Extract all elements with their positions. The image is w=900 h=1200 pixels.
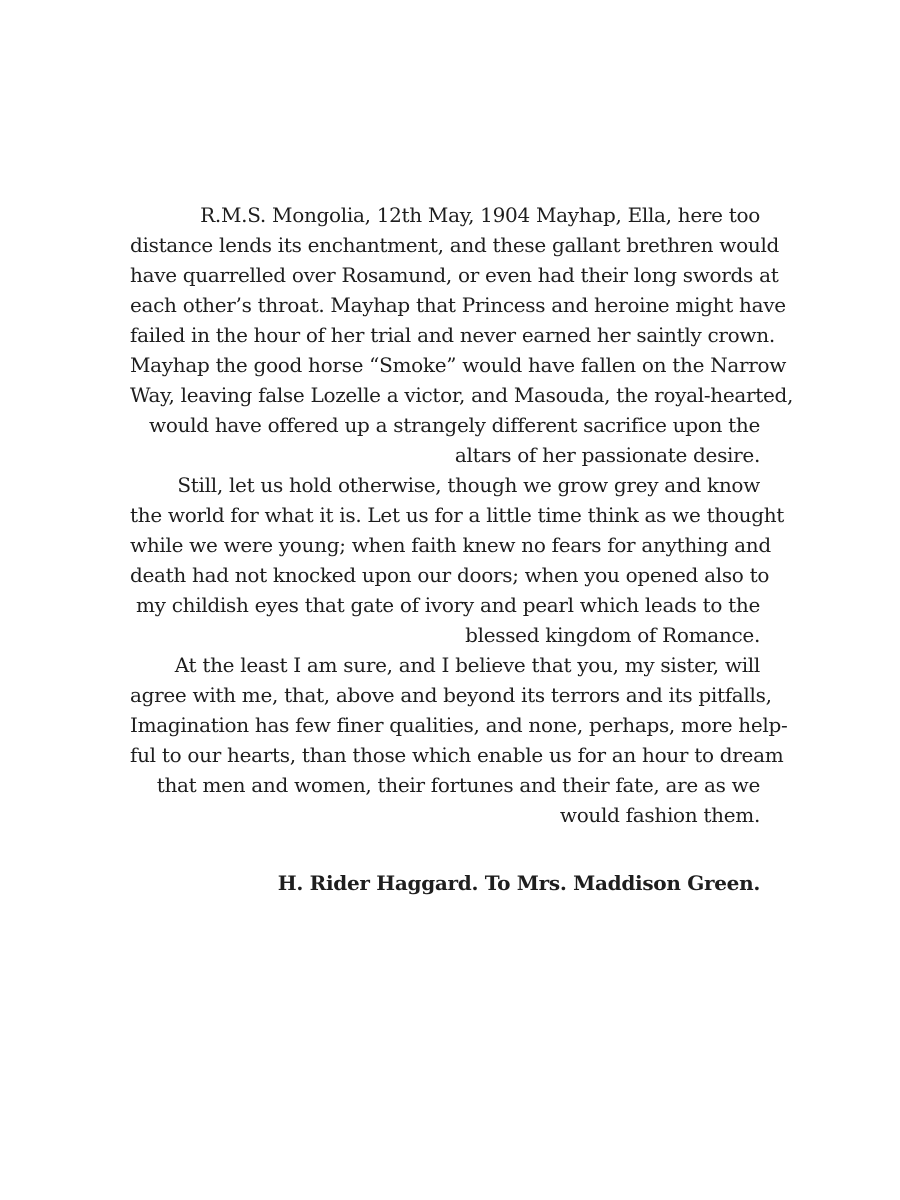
text-line: failed in the hour of her trial and never earned her saintly crown. <box>130 323 775 347</box>
text-line: have quarrelled over Rosamund, or even had their long swords at <box>130 263 779 287</box>
text-line: agree with me, that, above and beyond its terrors and its pitfalls, <box>130 683 772 707</box>
signature: H. Rider Haggard. To Mrs. Maddison Green. <box>277 871 760 895</box>
text-line: At the least I am sure, and I believe that you, my sister, will <box>174 653 760 677</box>
text-line: distance lends its enchantment, and these gallant brethren would <box>130 233 780 257</box>
dedication-text <box>130 200 794 830</box>
text-line: death had not knocked upon our doors; when you opened also to <box>130 563 770 587</box>
text-line: Mayhap the good horse “Smoke” would have fallen on the Narrow <box>130 353 787 377</box>
text-line: each other’s throat. Mayhap that Princess and heroine might have <box>130 293 786 317</box>
text-line: would fashion them. <box>559 803 760 827</box>
text-line: Imagination has few finer qualities, and none, perhaps, more help- <box>130 713 788 737</box>
text-line: R.M.S. Mongolia, 12th May, 1904 Mayhap, Ella, here too <box>200 203 760 227</box>
text-line: blessed kingdom of Romance. <box>465 623 760 647</box>
text-line: while we were young; when faith knew no fears for anything and <box>130 533 771 557</box>
text-line: the world for what it is. Let us for a little time think as we thought <box>130 503 785 527</box>
text-line: Still, let us hold otherwise, though we grow grey and know <box>177 473 760 497</box>
text-line: altars of her passionate desire. <box>454 443 760 467</box>
text-line: would have offered up a strangely different sacrifice upon the <box>149 413 760 437</box>
text-line: my childish eyes that gate of ivory and pearl which leads to the <box>136 593 760 617</box>
text-line: that men and women, their fortunes and their fate, are as we <box>156 773 760 797</box>
text-line: Way, leaving false Lozelle a victor, and Masouda, the royal-hearted, <box>130 383 794 407</box>
text-line: ful to our hearts, than those which enable us for an hour to dream <box>130 743 784 767</box>
